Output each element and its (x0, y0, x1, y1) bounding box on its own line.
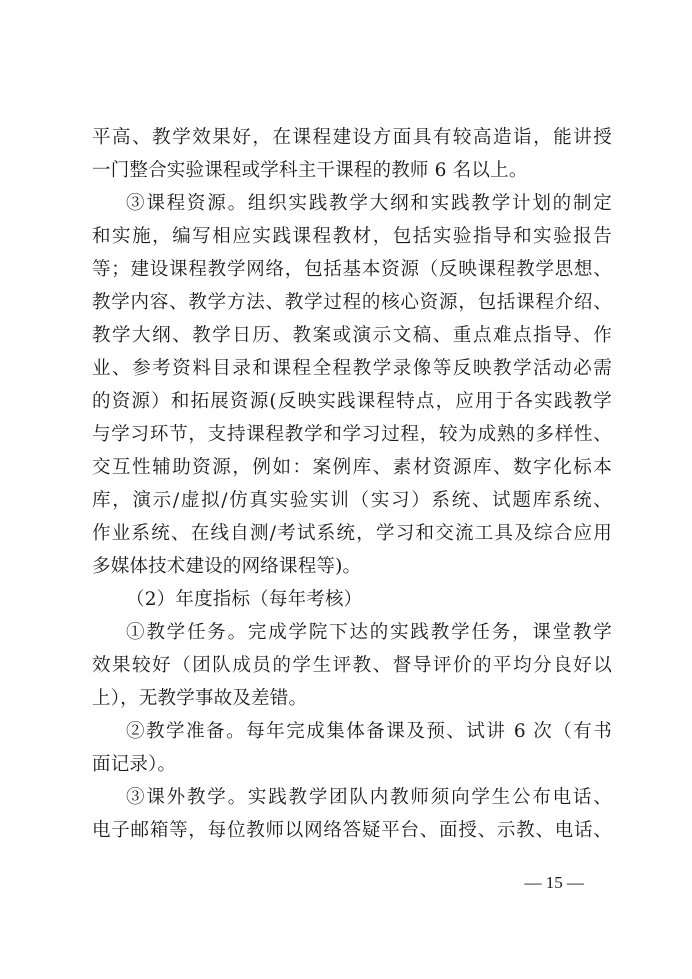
text-line: 交互性辅助资源，例如：案例库、素材资源库、数字化标本 (92, 457, 612, 478)
text-line: ①教学任务。完成学院下达的实践教学任务，课堂教学 (126, 622, 612, 643)
text-line: 业、参考资料目录和课程全程教学录像等反映教学活动必需 (92, 358, 612, 379)
text-line: ③课外教学。实践教学团队内教师须向学生公布电话、 (126, 787, 612, 808)
section-heading: （2）年度指标（每年考核） (126, 589, 363, 610)
text-line: 的资源）和拓展资源(反映实践课程特点，应用于各实践教学 (92, 391, 612, 412)
page-number: — 15 — (524, 873, 584, 892)
text-line: 教学大纲、教学日历、教案或演示文稿、重点难点指导、作 (92, 325, 612, 346)
text-line: 一门整合实验课程或学科主干课程的教师 6 名以上。 (92, 160, 528, 181)
text-line: 面记录）。 (92, 754, 177, 775)
text-line: 电子邮箱等，每位教师以网络答疑平台、面授、示教、电话、 (92, 820, 612, 841)
text-line: 和实施，编写相应实践课程教材，包括实验指导和实验报告 (92, 226, 612, 247)
text-line: 作业系统、在线自测/考试系统，学习和交流工具及综合应用 (92, 523, 612, 544)
text-line: 效果较好（团队成员的学生评教、督导评价的平均分良好以 (92, 655, 612, 676)
text-line: 库，演示/虚拟/仿真实验实训（实习）系统、试题库系统、 (92, 490, 612, 511)
text-line: 上），无教学事故及差错。 (92, 688, 308, 709)
text-line: 平高、教学效果好，在课程建设方面具有较高造诣，能讲授 (92, 127, 612, 148)
text-line: ③课程资源。组织实践教学大纲和实践教学计划的制定 (126, 193, 612, 214)
text-line: 多媒体技术建设的网络课程等)。 (92, 556, 362, 577)
text-line: 教学内容、教学方法、教学过程的核心资源，包括课程介绍、 (92, 292, 612, 313)
text-line: ②教学准备。每年完成集体备课及预、试讲 6 次（有书 (126, 721, 612, 742)
text-line: 等；建设课程教学网络，包括基本资源（反映课程教学思想、 (92, 259, 612, 280)
text-line: 与学习环节，支持课程教学和学习过程，较为成熟的多样性、 (92, 424, 612, 445)
